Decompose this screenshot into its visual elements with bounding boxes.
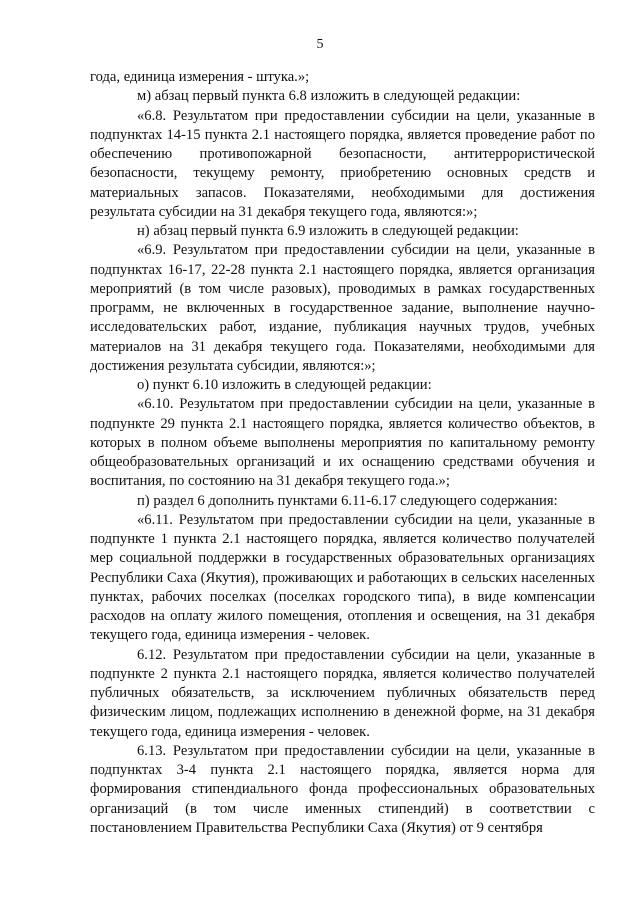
paragraph-item-o: о) пункт 6.10 изложить в следующей редакции: (137, 377, 432, 393)
page-number: 5 (316, 37, 324, 52)
paragraph-item-p: п) раздел 6 дополнить пунктами 6.11-6.17 следующего содержания: (137, 492, 558, 509)
paragraph-continuation: года, единица измерения - штука.»; (90, 69, 310, 85)
paragraph-6-12: 6.12. Результатом при предоставлении субсидии на цели, указанные в подпункте 2 пункта 2.1 настоящего порядка, является количество получателей публичных обязательств, за исключением публичных обязательств перед физическим лицом, подлежащих исполнению в денежной форме, на 31 декабря текущего года, единица измерения - человек. (90, 646, 595, 740)
paragraph-item-n: н) абзац первый пункта 6.9 изложить в следующей редакции: (137, 223, 519, 239)
paragraph-6-11: «6.11. Результатом при предоставлении субсидии на цели, указанные в подпункте 1 пункта 2.1 настоящего порядка, является количество получателей мер социальной поддержки в государственных образовательных организациях Республики Саха (Якутия), проживающих и работающих в сельских населенных пунктах, рабочих поселках (поселках городского типа), в виде компенсации расходов на оплату жилого помещения, отопления и освещения, на 31 декабря текущего года, единица измерения - человек. (90, 511, 595, 644)
paragraph-6-13: 6.13. Результатом при предоставлении субсидии на цели, указанные в подпунктах 3-4 пункта 2.1 настоящего порядка, является норма для формирования стипендиального фонда профессиональных образовательных организаций (в том числе именных стипендий) в соответствии с постановлением Правительства Республики Саха (Якутия) от 9 сентября (90, 742, 595, 836)
paragraph-6-10: «6.10. Результатом при предоставлении субсидии на цели, указанные в подпункте 29 пункта 2.1 настоящего порядка, является количество объектов, в которых в полном объеме выполнены мероприятия по капитальному ремонту общеобразовательных организаций и их оснащению средствами обучения и воспитания, по состоянию на 31 декабря текущего года.»; (90, 396, 595, 490)
paragraph-item-m: м) абзац первый пункта 6.8 изложить в следующей редакции: (137, 88, 521, 105)
paragraph-6-9: «6.9. Результатом при предоставлении субсидии на цели, указанные в подпунктах 16-17, 22-28 пункта 2.1 настоящего порядка, является организация мероприятий (в том числе разовых), проводимых в рамках государственных программ, не включенных в государственное задание, выполнение научно-исследовательских работ, издание, публикация научных трудов, учебных материалов на 31 декабря текущего года. Показателями, необходимыми для достижения результата субсидии, являются:»; (90, 242, 595, 374)
body-text (90, 68, 595, 838)
paragraph-6-8: «6.8. Результатом при предоставлении субсидии на цели, указанные в подпунктах 14-15 пункта 2.1 настоящего порядка, является проведение работ по обеспечению противопожарной безопасности, антитеррористической безопасности, текущему ремонту, приобретению основных средств и материальных запасов. Показателями, необходимыми для достижения результата субсидии на 31 декабря текущего года, являются:»; (90, 107, 595, 220)
